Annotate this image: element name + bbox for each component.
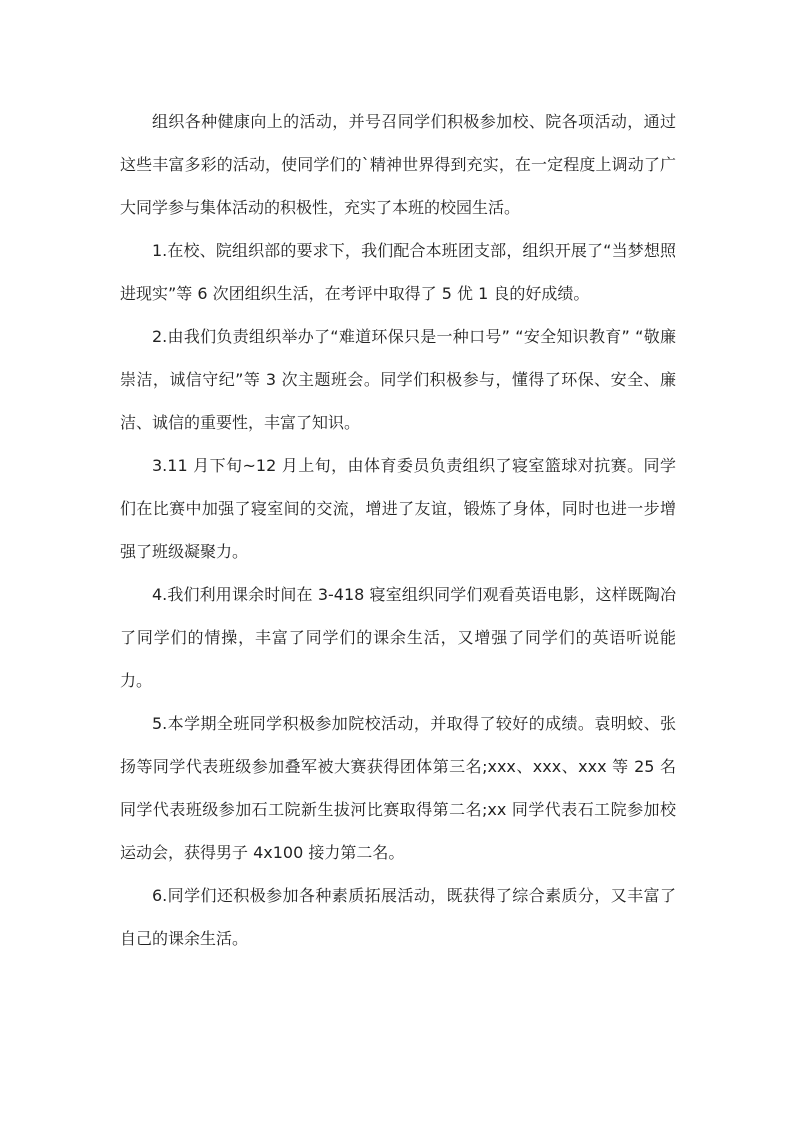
document-page	[120, 100, 676, 960]
paragraph-item-4: 4.我们利用课余时间在 3-418 寝室组织同学们观看英语电影，这样既陶冶了同学们的情操，丰富了同学们的课余生活，又增强了同学们的英语听说能力。	[120, 585, 676, 690]
paragraph-item-2: 2.由我们负责组织举办了“难道环保只是一种口号” “安全知识教育” “敬廉崇洁，诚信守纪”等 3 次主题班会。同学们积极参与，懂得了环保、安全、廉洁、诚信的重要性，丰富了知识。	[120, 327, 676, 432]
paragraph-intro: 组织各种健康向上的活动，并号召同学们积极参加校、院各项活动，通过这些丰富多彩的活动，使同学们的`精神世界得到充实，在一定程度上调动了广大同学参与集体活动的积极性，充实了本班的校园生活。	[120, 112, 676, 217]
paragraph-item-3: 3.11 月下旬~12 月上旬，由体育委员负责组织了寝室篮球对抗赛。同学们在比赛中加强了寝室间的交流，增进了友谊，锻炼了身体，同时也进一步增强了班级凝聚力。	[120, 456, 676, 561]
paragraph-item-1: 1.在校、院组织部的要求下，我们配合本班团支部，组织开展了“当梦想照进现实”等 6 次团组织生活，在考评中取得了 5 优 1 良的好成绩。	[120, 241, 676, 303]
paragraph-item-6: 6.同学们还积极参加各种素质拓展活动，既获得了综合素质分，又丰富了自己的课余生活。	[120, 886, 676, 948]
paragraph-item-5: 5.本学期全班同学积极参加院校活动，并取得了较好的成绩。袁明蛟、张扬等同学代表班级参加叠军被大赛获得团体第三名;xxx、xxx、xxx 等 25 名同学代表班级参加石工院新生拔河比赛取得第二名;xx 同学代表石工院参加校运动会，获得男子 4x100 接力第二名。	[120, 714, 676, 862]
